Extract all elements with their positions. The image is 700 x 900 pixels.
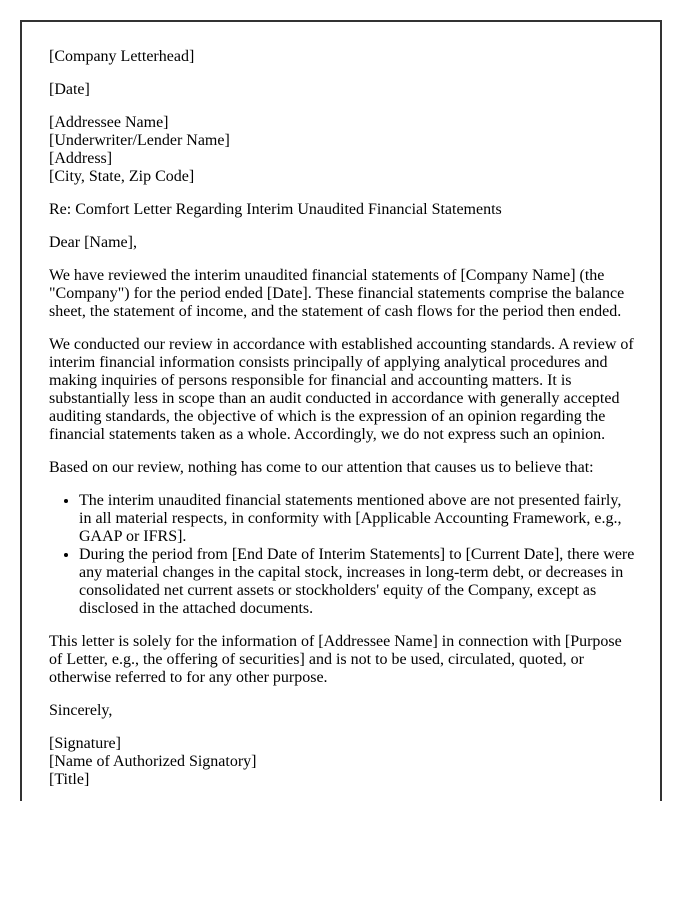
paragraph-belief-intro: Based on our review, nothing has come to our attention that causes us to believe that: (49, 459, 594, 476)
recipient-address: [Address] (49, 150, 113, 167)
letter-date: [Date] (49, 81, 90, 98)
belief-bullet-list (49, 492, 636, 618)
recipient-underwriter-lender-name: [Underwriter/Lender Name] (49, 132, 230, 149)
paragraph-review-statement: We have reviewed the interim unaudited financial statements of [Company Name] (the "Company") for the period ended [Date]. These financial statements comprise the balance sheet, the statement of income, and the statement of cash flows for the period then ended. (49, 267, 625, 320)
recipient-city-state-zip: [City, State, Zip Code] (49, 168, 195, 185)
subject-line: Re: Comfort Letter Regarding Interim Unaudited Financial Statements (49, 201, 502, 218)
valediction: Sincerely, (49, 702, 113, 719)
signatory-title: [Title] (49, 771, 90, 788)
signature-block (49, 735, 636, 789)
recipient-addressee-name: [Addressee Name] (49, 114, 169, 131)
signatory-name: [Name of Authorized Signatory] (49, 753, 257, 770)
paragraph-review-scope: We conducted our review in accordance with established accounting standards. A review of interim financial information consists principally of applying analytical procedures and making inquiries of persons responsible for financial and accounting matters. It is substantially less in scope than an audit conducted in accordance with generally accepted auditing standards, the objective of which is the expression of an opinion regarding the financial statements taken as a whole. Accordingly, we do not express such an opinion. (49, 336, 634, 443)
comfort-letter-document (20, 20, 662, 801)
list-item-financial-statements: • The interim unaudited financial statements mentioned above are not presented fairly, in all material respects, in conformity with [Applicable Accounting Framework, e.g., GAAP or IFRS]. (79, 492, 636, 546)
signature-placeholder: [Signature] (49, 735, 121, 752)
paragraph-use-restriction: This letter is solely for the information of [Addressee Name] in connection with [Purpose of Letter, e.g., the offering of securities] and is not to be used, circulated, quoted, or otherwise referred to for any other purpose. (49, 633, 622, 686)
recipient-block (49, 114, 636, 186)
list-item-material-changes: • During the period from [End Date of Interim Statements] to [Current Date], there were any material changes in the capital stock, increases in long-term debt, or decreases in consolidated net current assets or stockholders' equity of the Company, except as disclosed in the attached documents. (79, 546, 636, 618)
company-letterhead: [Company Letterhead] (49, 48, 195, 65)
salutation: Dear [Name], (49, 234, 137, 251)
